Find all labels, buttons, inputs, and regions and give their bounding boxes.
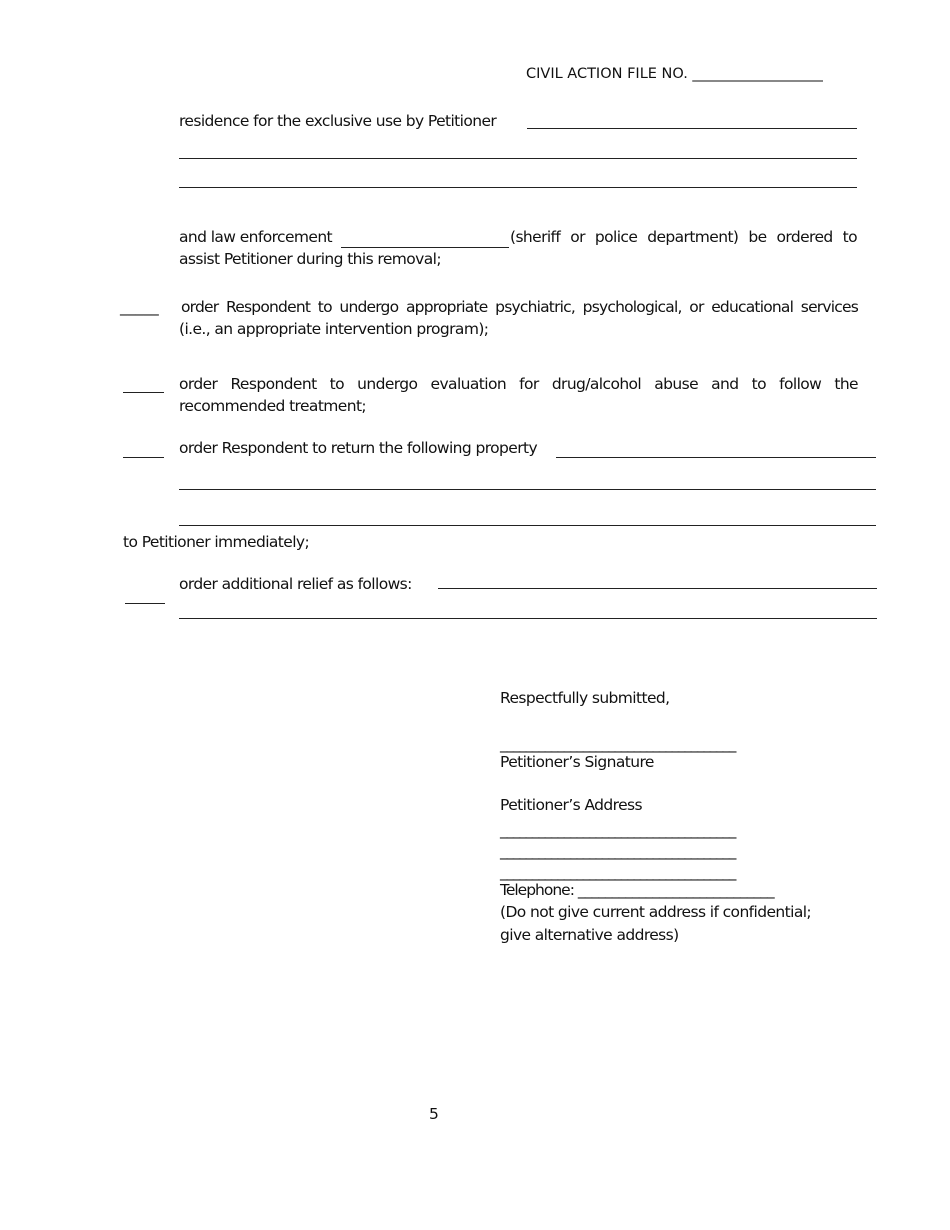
property-after: to Petitioner immediately;: [123, 533, 310, 551]
additional-blank-2[interactable]: [179, 618, 877, 619]
residence-blank-2[interactable]: [179, 158, 857, 159]
drug-line2: recommended treatment;: [179, 397, 367, 415]
property-checkbox-blank[interactable]: [123, 457, 164, 458]
property-text: order Respondent to return the following property: [179, 439, 538, 457]
drug-checkbox-blank[interactable]: [123, 392, 164, 393]
signature-label: Petitioner’s Signature: [500, 753, 654, 771]
property-blank-2[interactable]: [179, 489, 876, 490]
confidential-note-line1: (Do not give current address if confidential;: [500, 903, 812, 921]
additional-blank-1[interactable]: [438, 588, 877, 589]
additional-checkbox-blank[interactable]: [125, 603, 165, 604]
law-enforcement-blank[interactable]: [341, 247, 509, 248]
respectfully-submitted: Respectfully submitted,: [500, 689, 670, 707]
residence-blank-3[interactable]: [179, 187, 857, 188]
psych-checkbox-blank[interactable]: _____: [120, 298, 159, 316]
property-blank-3[interactable]: [179, 525, 876, 526]
address-line-3[interactable]: _____________________________________: [500, 863, 735, 881]
property-blank-1[interactable]: [556, 457, 876, 458]
civil-action-file-no[interactable]: CIVIL ACTION FILE NO. __________________: [526, 66, 823, 82]
law-enforcement-before: and law enforcement: [179, 228, 333, 246]
residence-text: residence for the exclusive use by Petitioner: [179, 112, 497, 130]
psych-line1: order Respondent to undergo appropriate psychiatric, psychological, or educational services: [181, 298, 858, 316]
law-enforcement-after: (sheriff or police department) be ordered to: [510, 228, 857, 246]
telephone-field[interactable]: Telephone: _____________________________: [500, 881, 774, 899]
page-number: 5: [429, 1105, 439, 1123]
signature-line[interactable]: _____________________________________: [500, 735, 735, 753]
address-line-1[interactable]: _____________________________________: [500, 821, 735, 839]
psych-line2: (i.e., an appropriate intervention program);: [179, 320, 489, 338]
additional-text: order additional relief as follows:: [179, 575, 412, 593]
drug-line1: order Respondent to undergo evaluation for drug/alcohol abuse and to follow the: [179, 375, 858, 393]
confidential-note-line2: give alternative address): [500, 926, 679, 944]
address-line-2[interactable]: _____________________________________: [500, 842, 735, 860]
law-enforcement-line2: assist Petitioner during this removal;: [179, 250, 441, 268]
address-label: Petitioner’s Address: [500, 796, 642, 814]
residence-blank-1[interactable]: [527, 128, 857, 129]
